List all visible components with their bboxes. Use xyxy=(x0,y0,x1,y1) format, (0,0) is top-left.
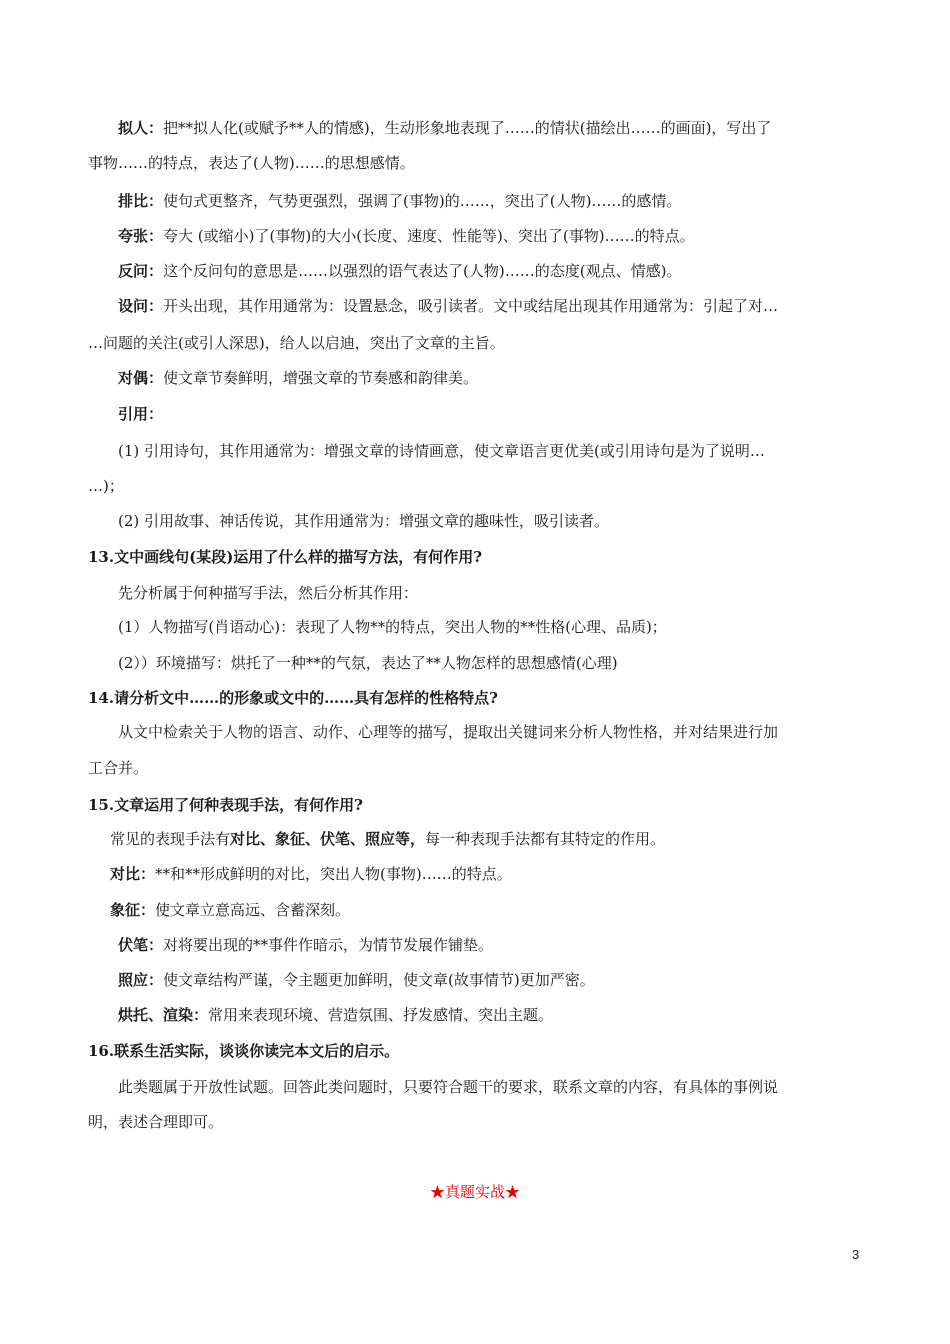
term-hypophora: 设问： xyxy=(118,297,164,315)
text: 开头出现，其作用通常为：设置悬念，吸引读者。文中或结尾出现其作用通常为：引起了对… xyxy=(163,297,779,315)
foreshadowing-line xyxy=(118,935,863,955)
question-13-item-2: (2））环境描写：烘托了一种**的气氛，表达了**人物怎样的思想感情(心理) xyxy=(118,654,618,672)
question-15-heading: 15.文章运用了何种表现手法，有何作用? xyxy=(88,796,363,814)
echo-line xyxy=(118,970,863,990)
parallelism-line xyxy=(118,191,863,211)
quotation-item-2: (2) 引用故事、神话传说，其作用通常为：增强文章的趣味性，吸引读者。 xyxy=(118,512,610,530)
question-14-line-2: 工合并。 xyxy=(88,759,149,777)
question-14-heading: 14.请分析文中……的形象或文中的……具有怎样的性格特点? xyxy=(88,689,498,707)
text: 使文章结构严谨，令主题更加鲜明，使文章(故事情节)更加严密。 xyxy=(163,971,595,989)
term-symbolism: 象征： xyxy=(110,901,156,919)
personification-line-2: 事物……的特点，表达了(人物)……的思想感情。 xyxy=(88,154,415,172)
hypophora-line-1 xyxy=(118,296,863,316)
term-parallelism: 排比： xyxy=(118,192,164,210)
term-antithesis: 对偶： xyxy=(118,369,164,387)
question-16-heading: 16.联系生活实际，谈谈你读完本文后的启示。 xyxy=(88,1042,400,1060)
text: **和**形成鲜明的对比，突出人物(事物)……的特点。 xyxy=(155,865,512,883)
hypophora-line-2: …问题的关注(或引人深思)，给人以启迪，突出了文章的主旨。 xyxy=(88,334,505,352)
question-15-intro xyxy=(110,829,863,849)
hyperbole-line xyxy=(118,226,863,246)
term-contrast: 对比： xyxy=(110,865,156,883)
text: 每一种表现手法都有其特定的作用。 xyxy=(425,830,666,848)
term-echo: 照应： xyxy=(118,971,164,989)
question-14-line-1: 从文中检索关于人物的语言、动作、心理等的描写，提取出关键词来分析人物性格，并对结果进行加 xyxy=(118,723,779,741)
term-foreshadowing: 伏笔： xyxy=(118,936,164,954)
text: 夸大 (或缩小)了(事物)的大小(长度、速度、性能等)、突出了(事物)……的特点。 xyxy=(163,227,695,245)
quotation-heading xyxy=(118,404,863,424)
term-hyperbole: 夸张： xyxy=(118,227,164,245)
term-rhetorical-question: 反问： xyxy=(118,262,164,280)
text: 把**拟人化(或赋予**人的情感)，生动形象地表现了……的情状(描绘出……的画面)，写出了 xyxy=(163,119,772,137)
text: 常用来表现环境、营造氛围、抒发感情、突出主题。 xyxy=(208,1006,554,1024)
question-16-line-2: 明，表述合理即可。 xyxy=(88,1113,224,1131)
setting-off-line xyxy=(118,1005,863,1025)
quotation-item-1-line-2: …)； xyxy=(88,477,124,495)
term-personification: 拟人： xyxy=(118,119,164,137)
text: 使句式更整齐，气势更强烈，强调了(事物)的……，突出了(人物)……的感情。 xyxy=(163,192,682,210)
question-16-line-1: 此类题属于开放性试题。回答此类问题时，只要符合题干的要求，联系文章的内容，有具体的事例说 xyxy=(118,1078,779,1096)
text: 使文章立意高远、含蓄深刻。 xyxy=(155,901,351,919)
text: 对将要出现的**事件作暗示，为情节发展作铺垫。 xyxy=(163,936,494,954)
rhetorical-question-line xyxy=(118,261,863,281)
personification-line-1 xyxy=(118,118,863,138)
text: 这个反问句的意思是……以强烈的语气表达了(人物)……的态度(观点、情感)。 xyxy=(163,262,682,280)
quotation-item-1-line-1: (1) 引用诗句，其作用通常为：增强文章的诗情画意，使文章语言更优美(或引用诗句是为了说明… xyxy=(118,442,765,460)
technique-list: 对比、象征、伏笔、照应等， xyxy=(230,830,426,848)
section-title: ★真题实战★ xyxy=(429,1183,520,1201)
question-13-item-1: (1）人物描写(肖语动心)：表现了人物**的特点，突出人物的**性格(心理、品质)； xyxy=(118,618,667,636)
term-quotation: 引用： xyxy=(118,405,164,423)
text: 使文章节奏鲜明，增强文章的节奏感和韵律美。 xyxy=(163,369,479,387)
page-number: 3 xyxy=(852,1247,860,1262)
question-13-heading: 13.文中画线句(某段)运用了什么样的描写方法，有何作用? xyxy=(88,548,483,566)
contrast-line xyxy=(110,864,863,884)
antithesis-line xyxy=(118,368,863,388)
text: 常见的表现手法有 xyxy=(110,830,231,848)
symbolism-line xyxy=(110,900,863,920)
question-13-intro: 先分析属于何种描写手法，然后分析其作用： xyxy=(118,584,419,602)
term-setting-off: 烘托、渲染： xyxy=(118,1006,209,1024)
